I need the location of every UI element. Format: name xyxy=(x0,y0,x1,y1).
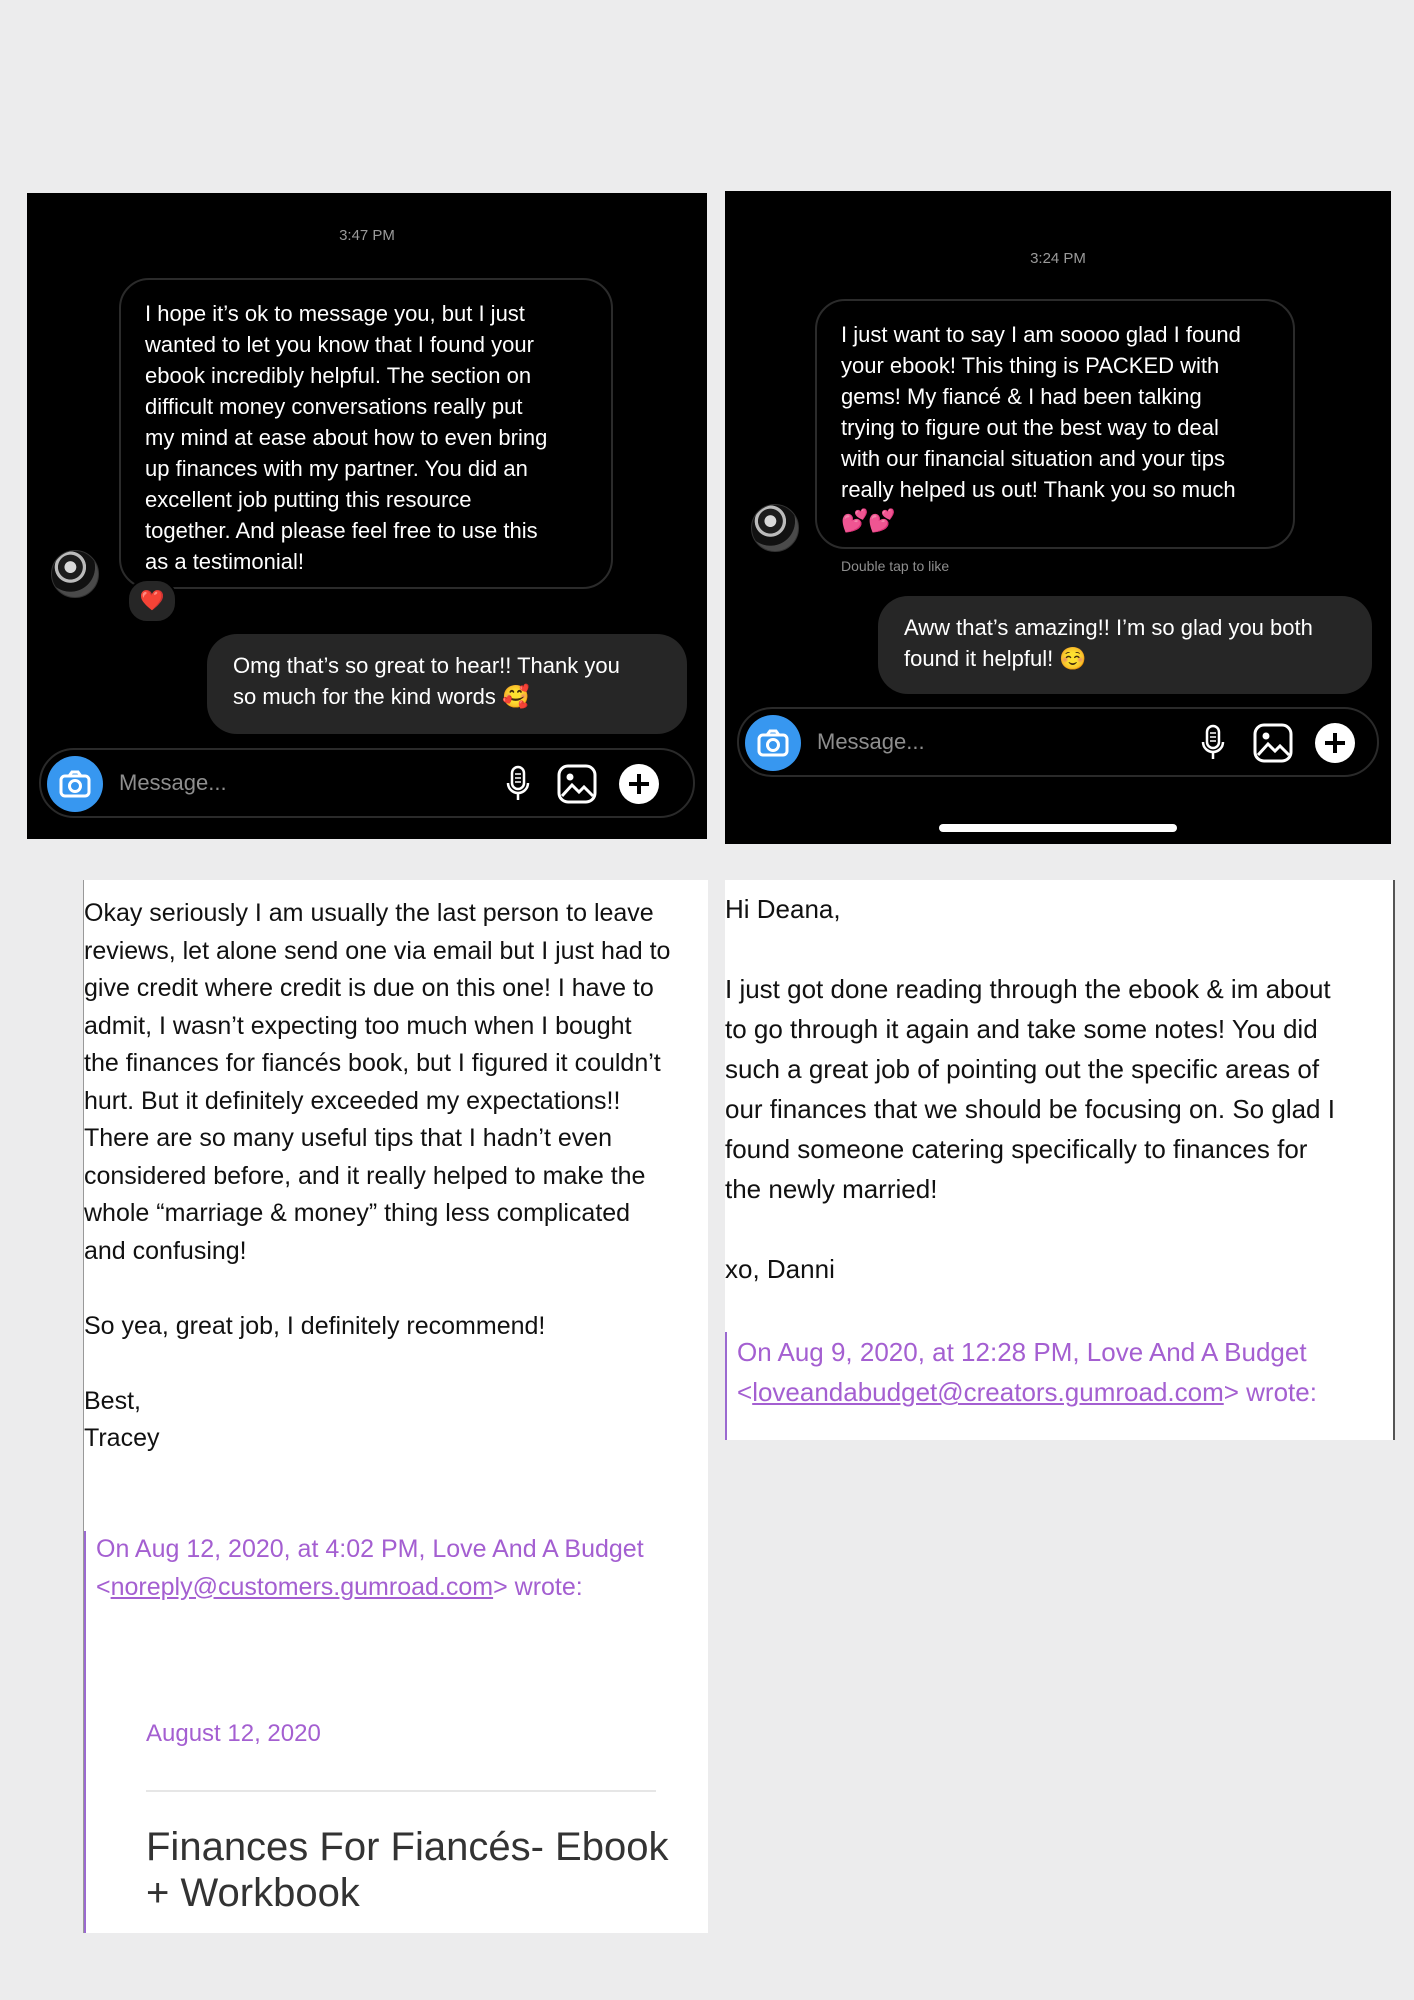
message-timestamp: 3:47 PM xyxy=(339,227,395,244)
microphone-icon xyxy=(505,765,531,803)
chat-screenshot-right xyxy=(725,191,1391,844)
quote-bracket-open: < xyxy=(737,1377,753,1407)
quote-bracket-close: > wrote: xyxy=(1223,1377,1317,1407)
camera-icon xyxy=(757,729,789,757)
email-body: Okay seriously I am usually the last person to leave reviews, let alone send one via email but I just had to give credit where credit is due on this one! I have to admit, I wasn’t expecting too much when I bought the finances for fiancés book, but I figured it couldn’t hurt. But it definitely exceeded my expectations!! There are so many useful tips that I hadn’t even considered before, and it really helped to make the whole “marriage & money” thing less complicated and confusing! So yea, great job, I definitely recommend! Best, Tracey xyxy=(84,899,671,1452)
image-icon xyxy=(557,764,597,804)
more-button[interactable] xyxy=(618,763,660,805)
quote-attribution: On Aug 12, 2020, at 4:02 PM, Love And A Budget xyxy=(96,1535,644,1563)
camera-icon xyxy=(59,770,91,798)
microphone-button[interactable] xyxy=(1192,722,1234,764)
divider xyxy=(146,1790,656,1792)
email-body: Hi Deana, I just got done reading through the ebook & im about to go through it again and take some notes! You did such a great job of pointing out the specific areas of our finances that we should be focusing on. So glad I found someone catering specifically to finances for the newly married! xo, Danni xyxy=(725,894,1335,1284)
message-input[interactable]: Message... xyxy=(817,729,925,754)
sender-avatar[interactable] xyxy=(751,504,799,552)
message-composer[interactable] xyxy=(39,748,695,818)
quote-bracket-close: > wrote: xyxy=(493,1572,583,1601)
incoming-message-bubble[interactable]: I just want to say I am soooo glad I found your ebook! This thing is PACKED with gems! My fiancé & I had been talking trying to figure out the best way to deal with our financial situation and your tips really helped us out! Thank you so much 💕💕 xyxy=(815,299,1295,549)
camera-button[interactable] xyxy=(745,715,801,771)
plus-circle-icon xyxy=(618,763,660,805)
plus-circle-icon xyxy=(1314,722,1356,764)
gallery-button[interactable] xyxy=(556,763,598,805)
microphone-button[interactable] xyxy=(497,763,539,805)
chat-screenshot-left xyxy=(27,193,707,839)
quoted-reply xyxy=(725,1332,1393,1440)
image-icon xyxy=(1253,723,1293,763)
home-indicator[interactable] xyxy=(939,824,1177,832)
receipt-date: August 12, 2020 xyxy=(146,1720,321,1747)
message-composer[interactable] xyxy=(737,707,1379,777)
quote-header xyxy=(96,1531,709,1606)
heart-icon: ❤️ xyxy=(139,590,165,612)
gallery-button[interactable] xyxy=(1252,722,1294,764)
double-tap-hint: Double tap to like xyxy=(841,558,950,574)
quote-attribution: On Aug 9, 2020, at 12:28 PM, Love And A Budget xyxy=(737,1337,1307,1367)
outgoing-message-bubble[interactable]: Aww that’s amazing!! I’m so glad you both found it helpful! ☺️ xyxy=(878,596,1372,694)
email-testimonial-left xyxy=(83,880,708,1933)
heart-reaction[interactable] xyxy=(127,579,177,623)
microphone-icon xyxy=(1200,724,1226,762)
outgoing-message-bubble[interactable]: Omg that’s so great to hear!! Thank you so much for the kind words 🥰 xyxy=(207,634,687,734)
product-title: Finances For Fiancés- Ebook + Workbook xyxy=(146,1825,669,1915)
incoming-message-bubble[interactable]: I hope it’s ok to message you, but I just wanted to let you know that I found your ebook incredibly helpful. The section on difficult money conversations really put my mind at ease about how to even bring up finances with my partner. You did an excellent job putting this resource together. And please feel free to use this as a testimonial! xyxy=(119,278,613,589)
quote-header xyxy=(737,1332,1393,1412)
quote-bracket-open: < xyxy=(96,1572,111,1601)
sender-email-link[interactable]: loveandabudget@creators.gumroad.com xyxy=(752,1377,1224,1407)
camera-button[interactable] xyxy=(47,756,103,812)
email-testimonial-right xyxy=(725,880,1395,1440)
message-input[interactable]: Message... xyxy=(119,770,227,795)
sender-avatar[interactable] xyxy=(51,550,99,598)
message-timestamp: 3:24 PM xyxy=(1030,250,1086,267)
sender-email-link[interactable]: noreply@customers.gumroad.com xyxy=(110,1572,494,1601)
more-button[interactable] xyxy=(1314,722,1356,764)
